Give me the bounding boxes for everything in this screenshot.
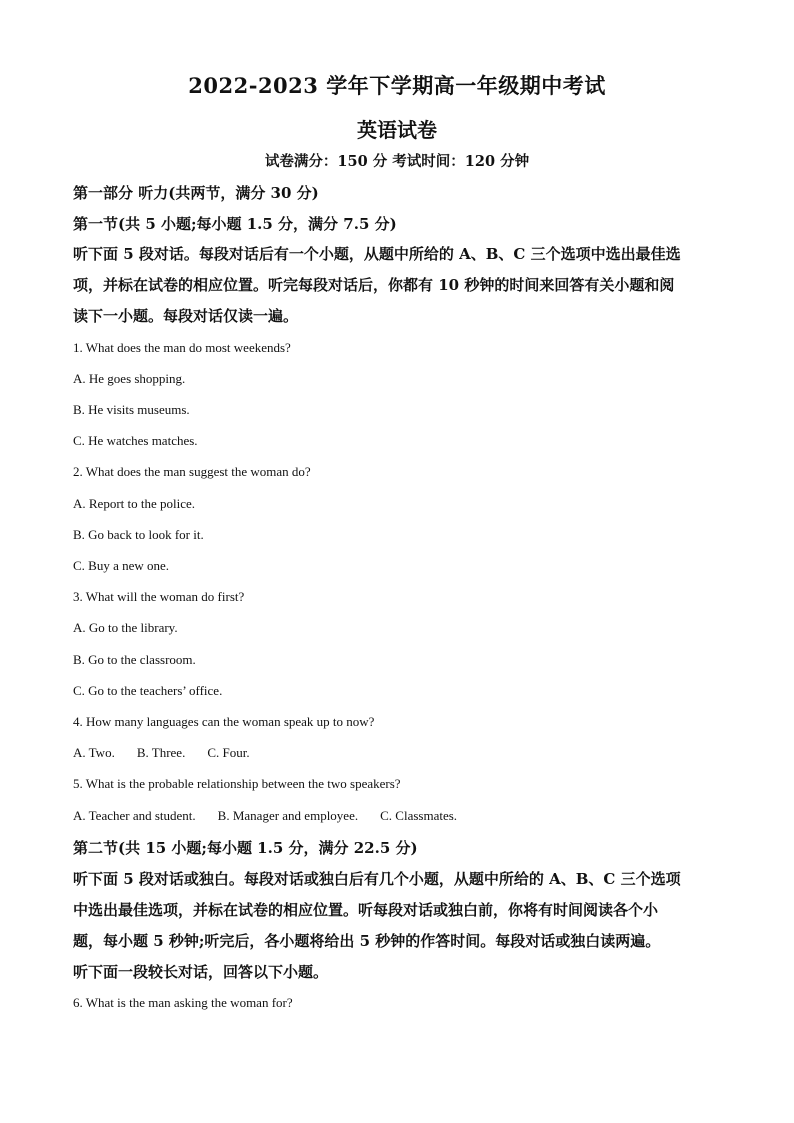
section2-instruction-line: 中选出最佳选项，并标在试卷的相应位置。听每段对话或独白前，你将有时间阅读各个小	[73, 901, 659, 919]
exam-title: 2022-2023 学年下学期高一年级期中考试	[188, 73, 606, 98]
question-text: 2. What does the man suggest the woman do?	[73, 464, 311, 479]
option-b: B. Manager and employee.	[217, 808, 359, 823]
question-text: 6. What is the man asking the woman for?	[73, 995, 293, 1010]
question-text: 5. What is the probable relationship between the two speakers?	[73, 776, 401, 791]
section2-heading: 第二节(共 15 小题;每小题 1.5 分，满分 22.5 分)	[73, 839, 418, 857]
option-b: B. He visits museums.	[73, 402, 190, 417]
option-b: B. Go to the classroom.	[73, 652, 196, 667]
option-a: A. Two.	[73, 745, 115, 760]
option-c: C. Go to the teachers’ office.	[73, 683, 223, 698]
option-c: C. He watches matches.	[73, 433, 198, 448]
option-c: C. Classmates.	[380, 808, 458, 823]
section1-instruction-line: 项，并标在试卷的相应位置。听完每段对话后，你都有 10 秒钟的时间来回答有关小题和阅	[73, 276, 675, 294]
question-text: 4. How many languages can the woman speak up to now?	[73, 714, 375, 729]
question-text: 1. What does the man do most weekends?	[73, 340, 291, 355]
part1-heading: 第一部分 听力(共两节，满分 30 分)	[73, 184, 319, 202]
section2-prompt: 听下面一段较长对话，回答以下小题。	[73, 963, 329, 981]
option-a: A. He goes shopping.	[73, 371, 186, 386]
option-a: A. Go to the library.	[73, 620, 178, 635]
section1-heading: 第一节(共 5 小题;每小题 1.5 分，满分 7.5 分)	[73, 215, 397, 233]
options-row	[73, 808, 457, 824]
option-b: B. Go back to look for it.	[73, 527, 204, 542]
exam-info: 试卷满分：150 分 考试时间：120 分钟	[264, 153, 530, 170]
options-row	[73, 745, 250, 761]
question-text: 3. What will the woman do first?	[73, 589, 245, 604]
option-b: B. Three.	[136, 745, 186, 760]
section2-instruction-line: 题，每小题 5 秒钟;听完后，各小题将给出 5 秒钟的作答时间。每段对话或独白读两遍。	[73, 932, 661, 950]
subject-title: 英语试卷	[357, 118, 437, 142]
option-a: A. Report to the police.	[73, 496, 196, 511]
section1-instruction-line: 听下面 5 段对话。每段对话后有一个小题，从题中所给的 A、B、C 三个选项中选出最佳选	[73, 245, 681, 263]
section1-instruction-line: 读下一小题。每段对话仅读一遍。	[73, 307, 299, 325]
option-c: C. Four.	[207, 745, 250, 760]
section2-instruction-line: 听下面 5 段对话或独白。每段对话或独白后有几个小题，从题中所给的 A、B、C 三个选项	[73, 870, 681, 888]
option-c: C. Buy a new one.	[73, 558, 170, 573]
option-a: A. Teacher and student.	[73, 808, 196, 823]
